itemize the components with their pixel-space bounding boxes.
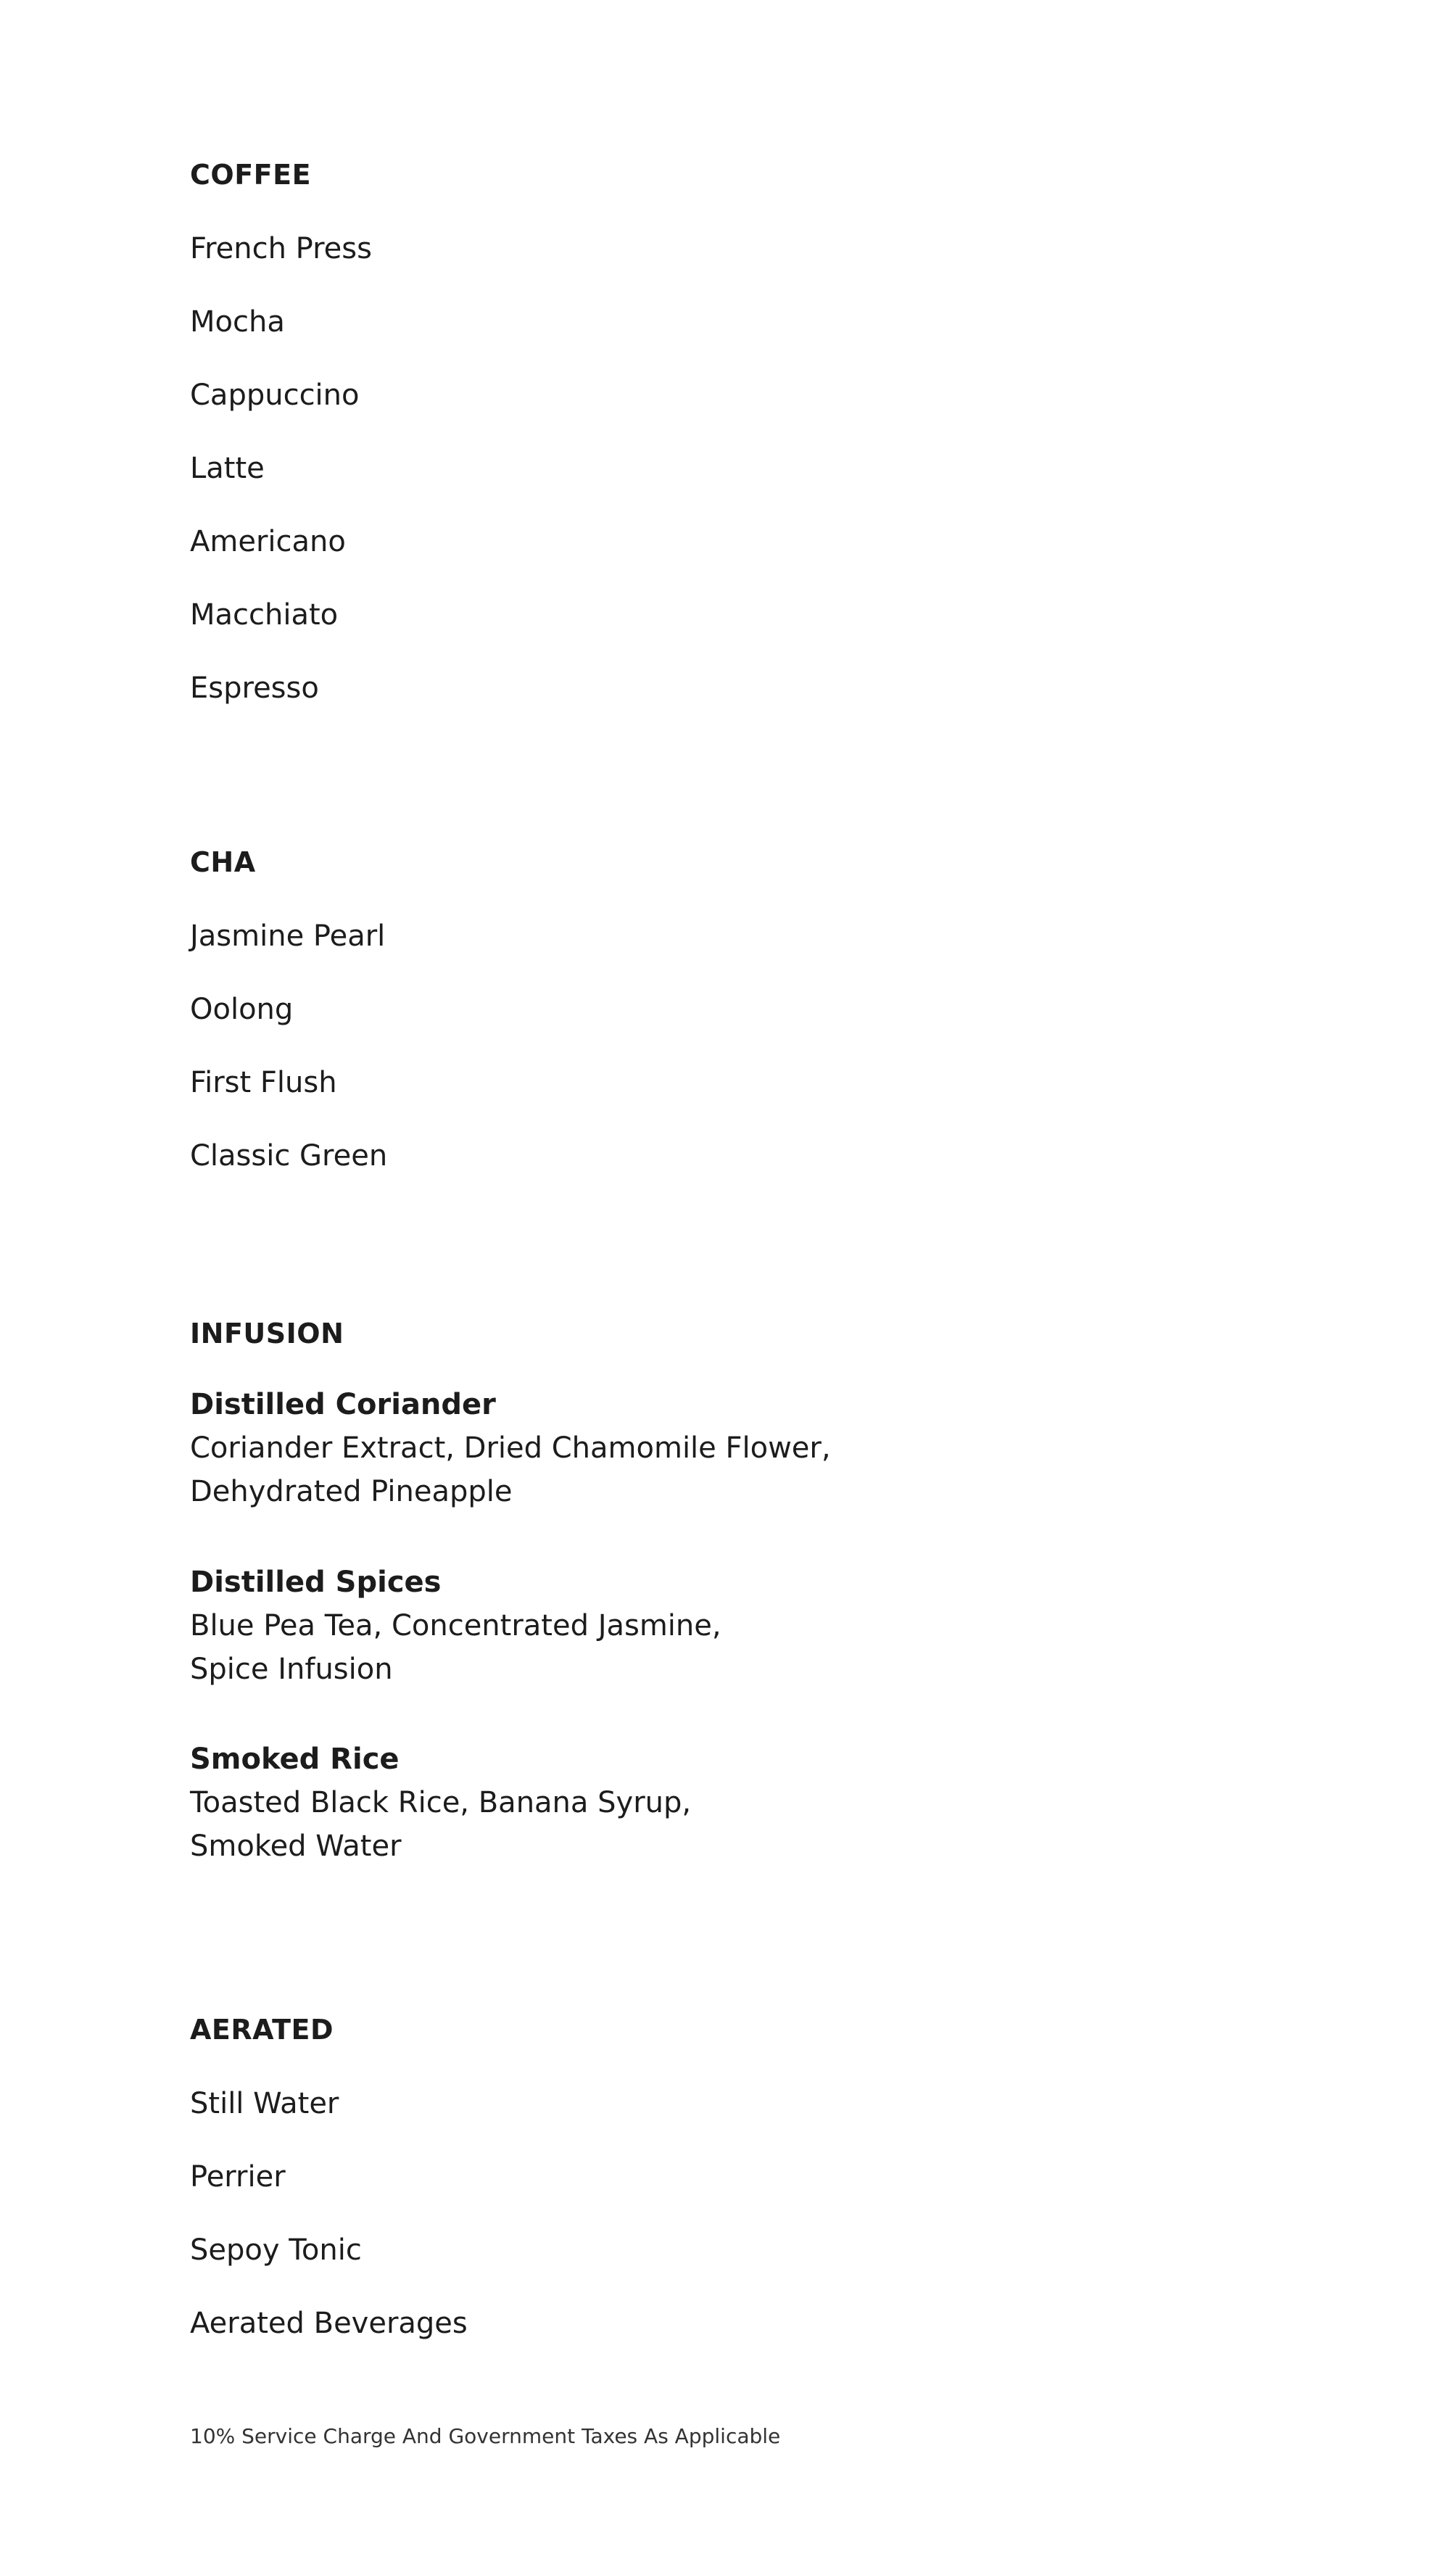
section-heading-coffee: COFFEE	[190, 159, 312, 191]
menu-item: Aerated Beverages	[190, 2307, 468, 2340]
menu-item: Americano	[190, 525, 346, 558]
menu-item: Latte	[190, 452, 265, 485]
infusion-item	[190, 1383, 1205, 1513]
menu-item: Sepoy Tonic	[190, 2233, 362, 2267]
menu-item: Espresso	[190, 671, 319, 705]
infusion-item-ingredients: Toasted Black Rice, Banana Syrup,	[190, 1786, 692, 1819]
menu-item: Oolong	[190, 993, 294, 1026]
service-charge-note: 10% Service Charge And Government Taxes As Applicable	[190, 2424, 781, 2448]
infusion-item-ingredients: Dehydrated Pineapple	[190, 1475, 513, 1508]
section-heading-aerated: AERATED	[190, 2014, 334, 2046]
infusion-item	[190, 1561, 1205, 1691]
infusion-item-ingredients: Spice Infusion	[190, 1653, 393, 1686]
section-heading-cha: CHA	[190, 846, 256, 878]
menu-item: Cappuccino	[190, 379, 360, 412]
section-heading-infusion: INFUSION	[190, 1318, 344, 1350]
infusion-item-name: Smoked Rice	[190, 1743, 400, 1776]
infusion-item-ingredients: Coriander Extract, Dried Chamomile Flower,	[190, 1431, 831, 1465]
infusion-item-name: Distilled Spices	[190, 1566, 442, 1599]
infusion-item-ingredients: Blue Pea Tea, Concentrated Jasmine,	[190, 1609, 721, 1642]
menu-item: First Flush	[190, 1066, 337, 1099]
menu-item: French Press	[190, 232, 372, 265]
infusion-item-ingredients: Smoked Water	[190, 1830, 402, 1863]
menu-item: Mocha	[190, 305, 285, 339]
menu-item: Classic Green	[190, 1139, 388, 1173]
menu-item: Still Water	[190, 2087, 339, 2120]
menu-item: Macchiato	[190, 598, 339, 632]
menu-item: Jasmine Pearl	[190, 919, 386, 953]
infusion-item-name: Distilled Coriander	[190, 1388, 496, 1421]
infusion-item	[190, 1737, 1205, 1868]
menu-item: Perrier	[190, 2160, 286, 2194]
